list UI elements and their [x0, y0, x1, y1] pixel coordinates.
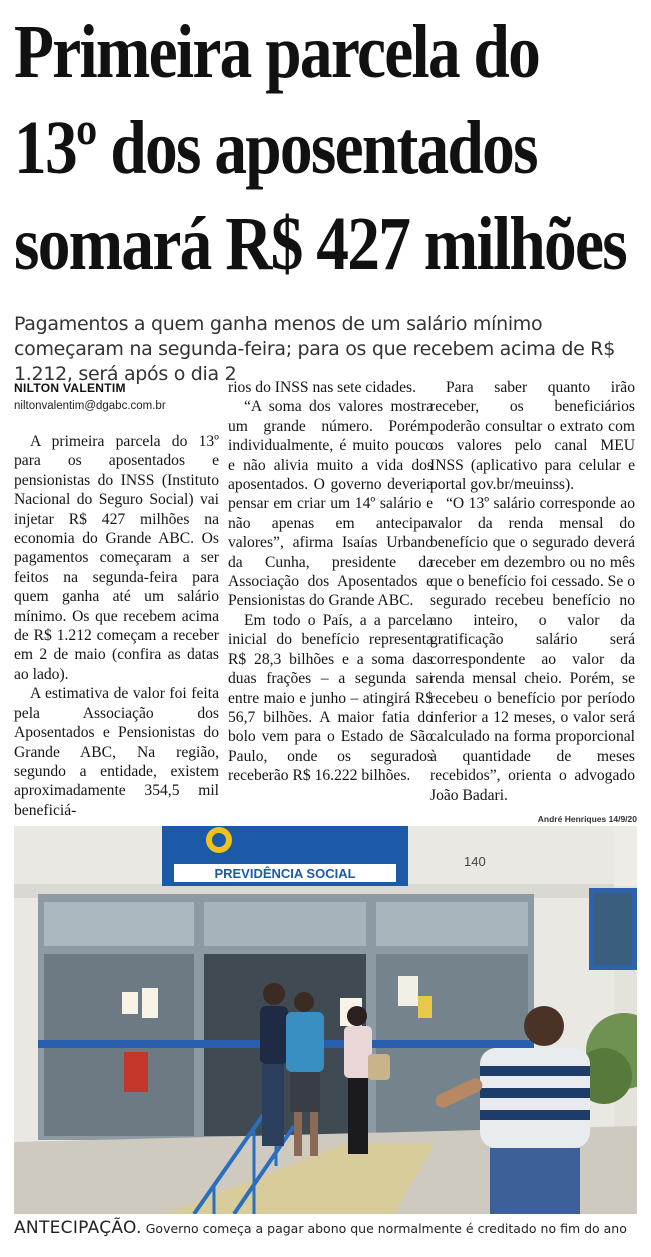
article-column-2: [228, 378, 433, 786]
photo-illustration: [14, 826, 637, 1214]
paragraph: “A soma dos valores mostra um grande número. Porém, individualmente, é muito pouco e não alivia muito a vida dos aposentados. O governo deveria pensar em criar um 14º salário e não apenas em antecipar valores”, afirma Isaías Urbano da Cunha, presidente da Associação dos Aposentados e Pensionistas do Grande ABC.: [228, 398, 433, 610]
paragraph: A estimativa de valor foi feita pela Associação dos Aposentados e Pensionistas do Grande ABC, Na região, segundo a entidade, existem aproximadamente 354,5 mil beneficiá-: [14, 685, 219, 819]
headline-line-2: 13º dos aposentados: [14, 106, 537, 190]
article-column-3: [430, 378, 635, 805]
photo-credit: André Henriques 14/9/20: [537, 814, 637, 824]
news-photo: [14, 826, 637, 1214]
building-number: 140: [464, 854, 486, 869]
person-1: [260, 983, 288, 1146]
headline: [14, 4, 642, 292]
paragraph: Em todo o País, a a parcela inicial do benefício representa R$ 28,3 bilhões e a soma das duas frações – a segunda sai entre maio e junho – atingirá R$ 56,7 bilhões. A maior fatia do bolo vem para o Estado de São Paulo, onde os segurados receberão R$ 16.222 bilhões.: [228, 611, 433, 785]
paragraph: rios do INSS nas sete cidades.: [228, 379, 416, 396]
caption-text: Governo começa a pagar abono que normalmente é creditado no fim do ano: [145, 1221, 627, 1236]
headline-line-3: somará R$ 427 milhões: [14, 202, 626, 286]
sign-text: PREVIDÊNCIA SOCIAL: [214, 866, 356, 881]
author-email[interactable]: niltonvalentim@dgabc.com.br: [14, 400, 166, 412]
headline-line-1: Primeira parcela do: [14, 10, 540, 94]
photo-caption: [14, 1218, 644, 1238]
paragraph: A primeira parcela do 13º para os aposentados e pensionistas do INSS (Instituto Nacional do Seguro Social) vai injetar R$ 427 milhões na economia do Grande ABC. Os pagamentos começaram a ser feitos na segunda-feira para quem ganha até um salário mínimo. Os que recebem acima de R$ 1.212 começam a receber em 2 de maio (confira as datas ao lado).: [14, 433, 219, 683]
paragraph: “O 13º salário corresponde ao valor da renda mensal do benefício que o segurado deverá receber em dezembro ou no mês que o benefício foi cessado. Se o segurado recebeu benefício no ano inteiro, o valor da gratificação salário será correspondente ao valor da renda mensal cheio. Porém, se recebeu o benefício por período inferior a 12 meses, o valor será calculado na forma proporcional à quantidade de meses recebidos”, orienta o advogado João Badari.: [430, 495, 635, 804]
paragraph: Para saber quanto irão receber, os beneficiários poderão consultar o extrato com os valores pelo canal MEU INSS (aplicativo para celular e portal gov.br/meuinss).: [430, 379, 635, 494]
author-name: NILTON VALENTIM: [14, 381, 126, 395]
caption-tag: ANTECIPAÇÃO.: [14, 1218, 142, 1238]
article-column-1: [14, 432, 219, 820]
subheadline: Pagamentos a quem ganha menos de um salário mínimo começaram na segunda-feira; para os que recebem acima de R$ 1.212, será após o dia 2: [14, 313, 615, 385]
